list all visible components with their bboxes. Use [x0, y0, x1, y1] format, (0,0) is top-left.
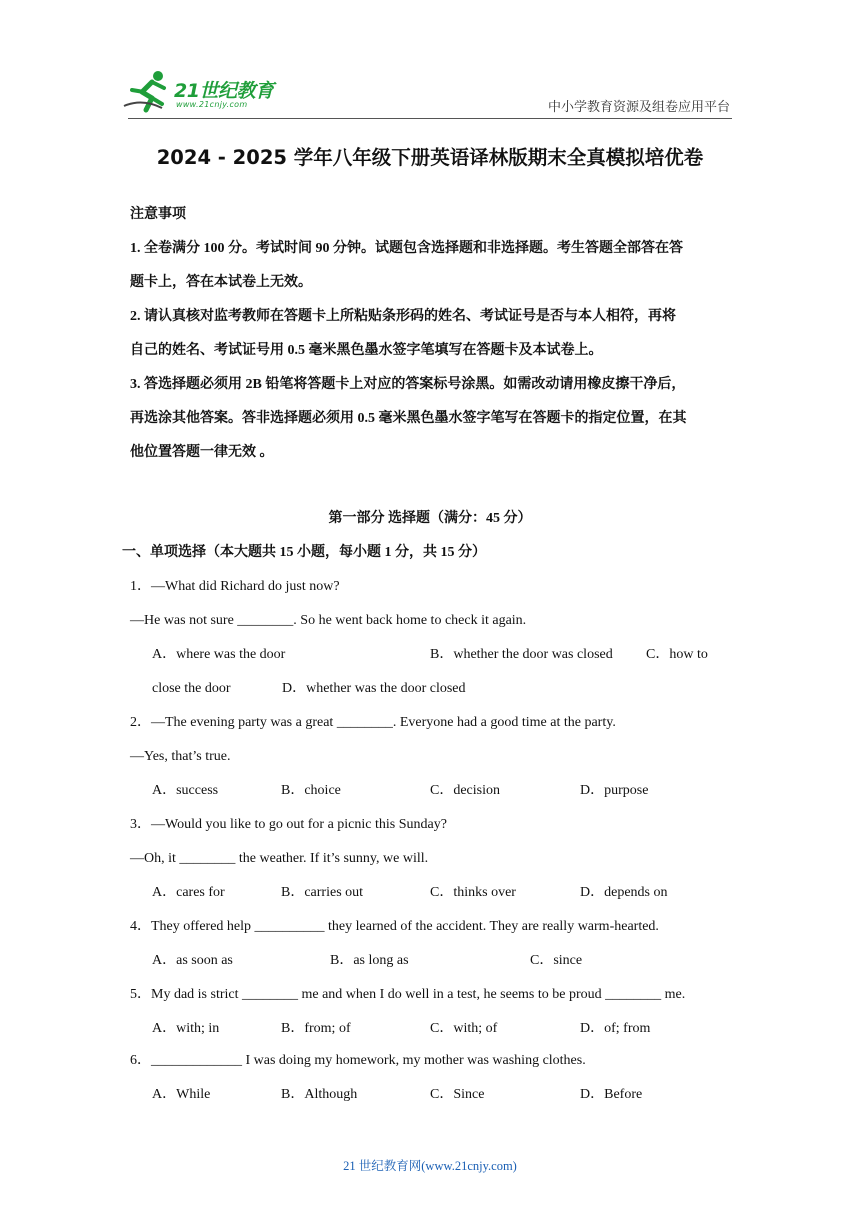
logo-text: 21世纪教育 — [174, 80, 274, 102]
question-stem: 3．—Would you like to go out for a picnic this Sunday? — [130, 817, 447, 832]
answer-option[interactable]: C．how to — [646, 647, 708, 662]
answer-option[interactable]: D．of; from — [580, 1021, 651, 1036]
question-stem: —Oh, it ________ the weather. If it’s sunny, we will. — [130, 851, 429, 866]
runner-icon — [122, 68, 174, 114]
question-stem: —Yes, that’s true. — [130, 749, 231, 764]
footer-link[interactable]: 21 世纪教育网(www.21cnjy.com) — [343, 1159, 517, 1173]
notes-heading: 注意事项 — [130, 207, 186, 222]
page-title: 2024 - 2025 学年八年级下册英语译林版期末全真模拟培优卷 — [156, 146, 704, 169]
notes-line: 题卡上，答在本试卷上无效。 — [130, 275, 312, 290]
question-stem: 6．_____________ I was doing my homework, my mother was washing clothes. — [130, 1053, 586, 1068]
notes-line: 3. 答选择题必须用 2B 铅笔将答题卡上对应的答案标号涂黑。如需改动请用橡皮擦干净后， — [130, 377, 686, 392]
answer-option[interactable]: C．Since — [430, 1087, 485, 1102]
section-title: 一、单项选择（本大题共 15 小题，每小题 1 分，共 15 分） — [122, 545, 486, 560]
question-stem: 2．—The evening party was a great ________. Everyone had a good time at the party. — [130, 715, 616, 730]
answer-option[interactable]: D．purpose — [580, 783, 649, 798]
notes-line: 再选涂其他答案。答非选择题必须用 0.5 毫米黑色墨水签字笔写在答题卡的指定位置，在其 — [130, 411, 687, 426]
platform-label: 中小学教育资源及组卷应用平台 — [547, 99, 730, 114]
answer-option[interactable]: C．decision — [430, 783, 500, 798]
answer-option[interactable]: A．While — [152, 1087, 211, 1102]
notes-line: 1. 全卷满分 100 分。考试时间 90 分钟。试题包含选择题和非选择题。考生答题全部答在答 — [130, 241, 683, 256]
question-stem: 1．—What did Richard do just now? — [130, 579, 340, 594]
logo-url: www.21cnjy.com — [176, 100, 248, 109]
answer-option[interactable]: B．Although — [281, 1087, 358, 1102]
part-title: 第一部分 选择题（满分：45 分） — [328, 511, 532, 526]
notes-line: 自己的姓名、考试证号用 0.5 毫米黑色墨水签字笔填写在答题卡及本试卷上。 — [130, 343, 603, 358]
answer-option[interactable]: A．cares for — [152, 885, 225, 900]
answer-option[interactable]: A．success — [152, 783, 219, 798]
question-stem: 4．They offered help __________ they learned of the accident. They are really warm-hearted. — [130, 919, 659, 934]
logo — [122, 68, 292, 116]
answer-option[interactable]: D．depends on — [580, 885, 668, 900]
answer-option[interactable]: B．carries out — [281, 885, 364, 900]
answer-option[interactable]: A．where was the door — [152, 647, 286, 662]
answer-option[interactable]: B．from; of — [281, 1021, 351, 1036]
question-stem: 5．My dad is strict ________ me and when I do well in a test, he seems to be proud ________ me. — [130, 987, 686, 1002]
answer-option[interactable]: D．Before — [580, 1087, 643, 1102]
answer-option[interactable]: A．as soon as — [152, 953, 233, 968]
answer-option[interactable]: D．whether was the door closed — [282, 681, 466, 696]
notes-line: 他位置答题一律无效 。 — [130, 445, 274, 460]
answer-option[interactable]: B．whether the door was closed — [430, 647, 613, 662]
answer-option[interactable]: C．since — [530, 953, 583, 968]
header-divider — [128, 118, 732, 119]
answer-option[interactable]: C．with; of — [430, 1021, 498, 1036]
notes-line: 2. 请认真核对监考教师在答题卡上所粘贴条形码的姓名、考试证号是否与本人相符，再将 — [130, 309, 676, 324]
answer-option[interactable]: B．choice — [281, 783, 341, 798]
answer-option-continued: close the door — [152, 681, 231, 696]
question-stem: —He was not sure ________. So he went back home to check it again. — [130, 613, 527, 628]
answer-option[interactable]: A．with; in — [152, 1021, 220, 1036]
answer-option[interactable]: C．thinks over — [430, 885, 516, 900]
answer-option[interactable]: B．as long as — [330, 953, 409, 968]
